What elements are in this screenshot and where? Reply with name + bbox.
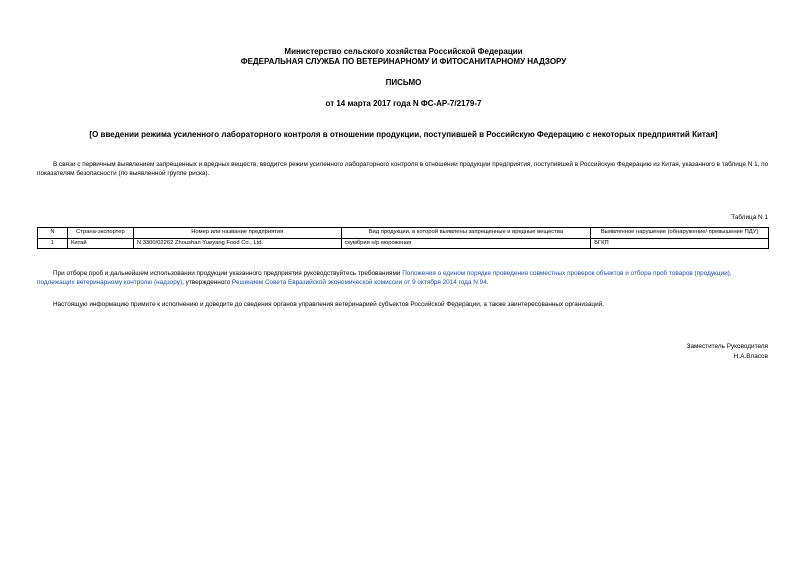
signature-position: Заместитель Руководителя <box>686 343 768 350</box>
table-header-cell: Страна-экспортер <box>67 228 133 239</box>
signature-name: Н.А.Власов <box>733 353 768 360</box>
table-caption: Таблица N 1 <box>731 214 768 221</box>
requirements-text-mid: , утвержденного <box>182 279 232 286</box>
table-header-cell: Номер или название предприятия <box>133 228 341 239</box>
table-header-row <box>38 228 769 239</box>
table-cell: N 3300/02262 Zhoushan Yueyang Food Co., Ltd. <box>133 238 341 249</box>
table-header-cell: Выявленное нарушение (обнаружение/ превышение ПДУ) <box>591 228 769 239</box>
table-header-cell: Вид продукции, в которой выявлены запрещенные и вредные вещества <box>341 228 591 239</box>
table-cell: БГКП <box>591 238 769 249</box>
table-header-cell: N <box>38 228 68 239</box>
paragraph-requirements <box>37 269 769 287</box>
paragraph-intro: В связи с первичным выявлением запрещенных и вредных веществ, вводится режим усиленного лабораторного контроля в отношении продукции предприятия, поступившей в Российскую Федерацию из Китая, указанного в таблице N 1, по показателям безопасности (по выявленной группе риска). <box>37 161 769 177</box>
service-name: ФЕДЕРАЛЬНАЯ СЛУЖБА ПО ВЕТЕРИНАРНОМУ И ФИТОСАНИТАРНОМУ НАДЗОРУ <box>240 57 567 66</box>
table-cell: 1 <box>38 238 68 249</box>
requirements-text: При отборе проб и дальнейшем использовании продукции указанного предприятия руководствуйтесь требованиями <box>53 270 403 277</box>
paragraph-instruction: Настоящую информацию примите к исполнению и доведите до сведения органов управления ветеринарией субъектов Российской Федерации, а также заинтересованных организаций. <box>53 301 604 308</box>
violations-table <box>37 227 769 249</box>
regulation-link[interactable]: Положения о едином порядке проведения совместных проверок объектов и отбора проб товаров (продукции), подлежащих ветеринарному контролю (надзору) <box>37 270 732 286</box>
table-cell: скумбрия н/р мороженая <box>341 238 591 249</box>
decision-link[interactable]: Решением Совета Евразийской экономической комиссии от 9 октября 2014 года N 94 <box>231 279 487 286</box>
document-subject: [О введении режима усиленного лабораторного контроля в отношении продукции, поступившей в Российскую Федерацию с некоторых предприятий Китая] <box>89 130 718 139</box>
requirements-text-end: . <box>486 279 489 286</box>
document-date-number: от 14 марта 2017 года N ФС-АР-7/2179-7 <box>325 99 482 108</box>
document-type: ПИСЬМО <box>385 78 422 87</box>
table-row <box>38 238 769 249</box>
table-cell: Китай <box>67 238 133 249</box>
ministry-name: Министерство сельского хозяйства Российской Федерации <box>284 47 523 56</box>
